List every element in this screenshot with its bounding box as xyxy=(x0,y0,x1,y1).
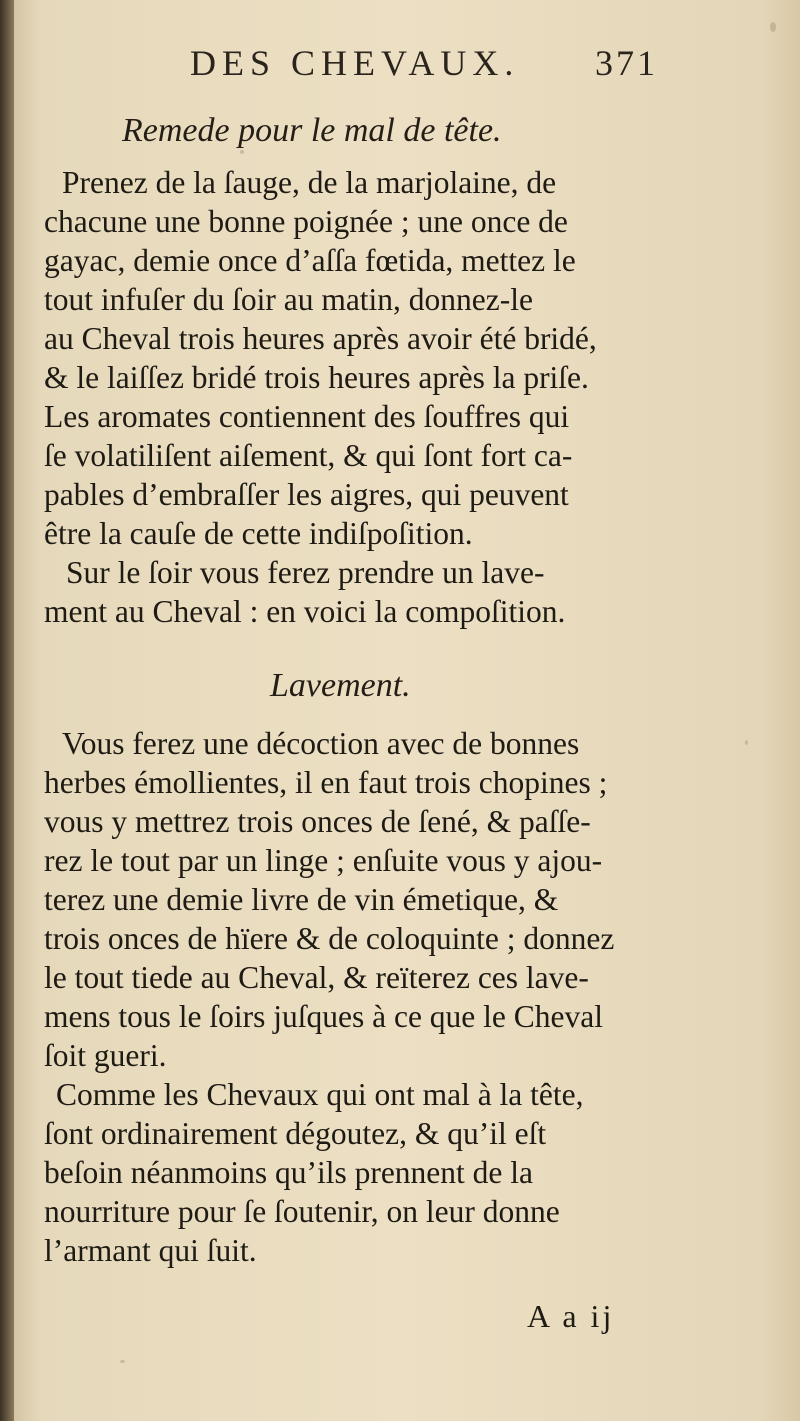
text-line: ment au Cheval : en voici la compoſition. xyxy=(44,594,566,629)
text-line: Vous ferez une décoction avec de bonnes xyxy=(62,726,580,761)
text-line: rez le tout par un linge ; enſuite vous y ajou- xyxy=(44,843,603,878)
text-line: Les aromates contiennent des ſouffres qui xyxy=(44,399,570,434)
paper-speck xyxy=(745,740,748,745)
text-line: mens tous le ſoirs juſques à ce que le Cheval xyxy=(44,999,603,1034)
paper-speck xyxy=(240,150,244,154)
paragraph-lavement xyxy=(44,724,724,1270)
text-line: l’armant qui ſuit. xyxy=(44,1233,257,1268)
page-number: 371 xyxy=(595,43,658,83)
text-line: tout infuſer du ſoir au matin, donnez-le xyxy=(44,282,533,317)
binding-gutter xyxy=(0,0,14,1421)
text-line: nourriture pour ſe ſoutenir, on leur donne xyxy=(44,1194,560,1229)
text-line: vous y mettrez trois onces de ſené, & paſſe- xyxy=(44,804,591,839)
text-line: le tout tiede au Cheval, & reïterez ces lave- xyxy=(44,960,589,995)
text-line: chacune une bonne poignée ; une once de xyxy=(44,204,568,239)
paper-speck xyxy=(770,22,776,32)
text-line: terez une demie livre de vin émetique, & xyxy=(44,882,559,917)
section-heading-remede: Remede pour le mal de tête. xyxy=(122,112,502,149)
text-line: trois onces de hïere & de coloquinte ; donnez xyxy=(44,921,615,956)
section-heading-lavement: Lavement. xyxy=(270,667,411,704)
running-head-title: DES CHEVAUX. xyxy=(190,43,520,83)
running-head xyxy=(190,42,690,92)
text-line: être la cauſe de cette indiſpoſition. xyxy=(44,516,473,551)
text-line: ſoit gueri. xyxy=(44,1038,167,1073)
text-line: au Cheval trois heures après avoir été bridé, xyxy=(44,321,597,356)
text-line: pables d’embraſſer les aigres, qui peuvent xyxy=(44,477,569,512)
text-line: beſoin néanmoins qu’ils prennent de la xyxy=(44,1155,534,1190)
catchword: A a ij xyxy=(527,1298,615,1334)
text-line: & le laiſſez bridé trois heures après la priſe. xyxy=(44,360,589,395)
text-line: ſont ordinairement dégoutez, & qu’il eſt xyxy=(44,1116,547,1151)
text-line: Prenez de la ſauge, de la marjolaine, de xyxy=(62,165,557,200)
text-line: gayac, demie once d’aſſa fœtida, mettez le xyxy=(44,243,576,278)
text-line: herbes émollientes, il en faut trois chopines ; xyxy=(44,765,608,800)
paragraph-remede xyxy=(44,163,724,631)
text-line: ſe volatiliſent aiſement, & qui ſont fort ca- xyxy=(44,438,573,473)
paper-speck xyxy=(120,1360,125,1363)
text-line: Comme les Chevaux qui ont mal à la tête, xyxy=(56,1077,584,1112)
text-line: Sur le ſoir vous ferez prendre un lave- xyxy=(66,555,545,590)
